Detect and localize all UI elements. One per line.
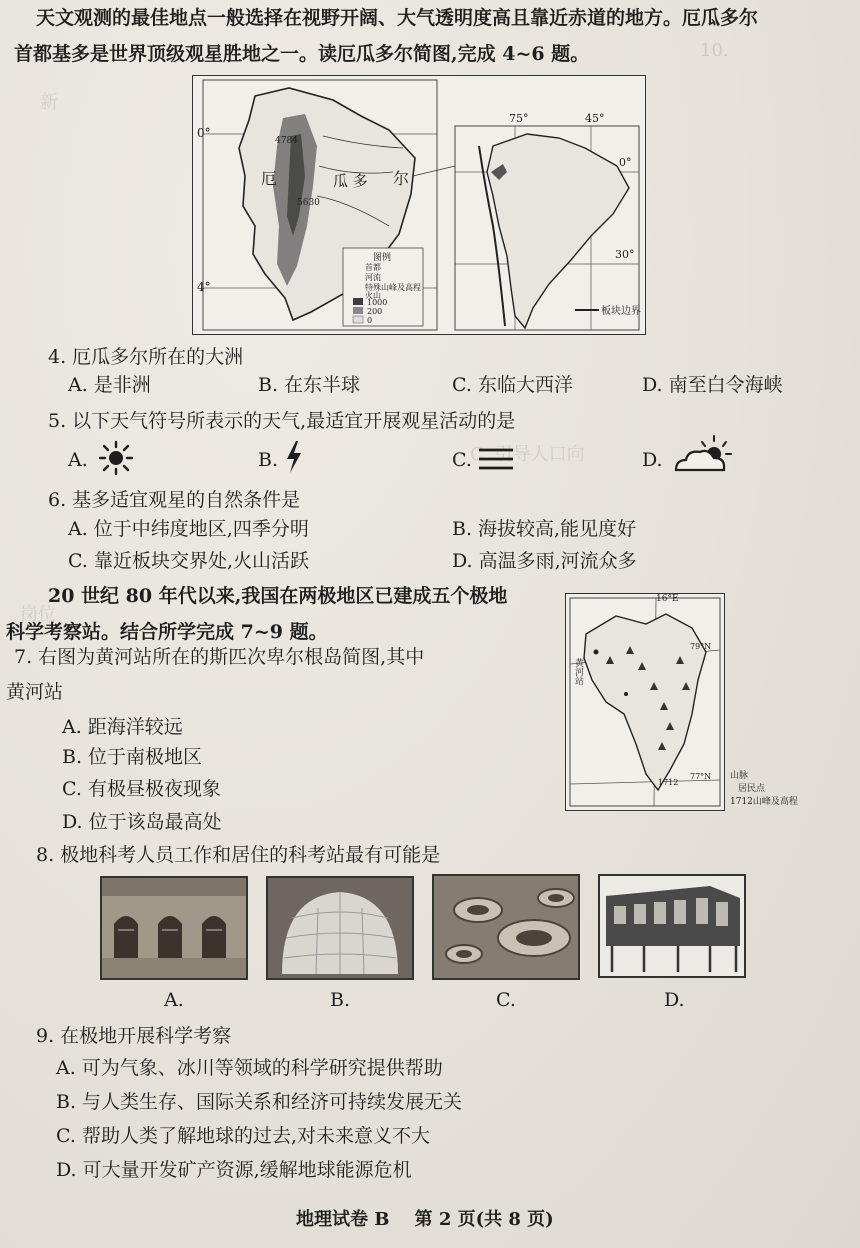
bleed-text: 岗位 (20, 604, 56, 625)
option-d: D. 高温多雨,河流众多 (452, 550, 637, 572)
option-c: C. 有极昼极夜现象 (62, 778, 221, 800)
option-a: A. 是非洲 (68, 374, 151, 396)
map-peak-label: 1712 (658, 778, 679, 787)
map-latitude-label: 77°N (690, 772, 712, 781)
photo-tulou (432, 874, 580, 980)
bleed-text: 新 (40, 92, 58, 113)
map-peak-label: 5630 (297, 198, 320, 208)
map-legend-item: 河流 (365, 273, 381, 282)
photo-stilt-building (598, 874, 746, 978)
option-c: C. 靠近板块交界处,火山活跃 (68, 550, 309, 572)
option-d: D. 位于该岛最高处 (62, 811, 222, 833)
option-c: C. (452, 449, 472, 471)
station-label: 黄河站 (573, 658, 583, 685)
option-d: D. (642, 449, 663, 471)
map-legend-item: 1000 (367, 298, 388, 307)
bleed-text: 10. (700, 40, 729, 61)
map-latitude-label: 79°N (690, 642, 712, 651)
page-footer: 地理试卷 B 第 2 页(共 8 页) (296, 1209, 554, 1230)
map-longitude-label: 45° (585, 112, 605, 125)
intro-line: 20 世纪 80 年代以来,我国在两极地区已建成五个极地 (48, 585, 508, 607)
option-b: B. (330, 989, 351, 1011)
option-d: D. 南至白令海峡 (642, 374, 783, 396)
map-legend-item: 200 (367, 307, 383, 316)
map-latitude-label: 0° (619, 156, 632, 169)
sunny-icon (98, 440, 134, 476)
map-legend-item: 板块边界 (601, 306, 641, 317)
option-b: B. (258, 449, 279, 471)
option-b: B. 位于南极地区 (62, 746, 203, 768)
intro-line: 科学考察站。结合所学完成 7~9 题。 (6, 621, 328, 643)
question-stem: 9. 在极地开展科学考察 (36, 1025, 232, 1047)
option-b: B. 与人类生存、国际关系和经济可持续发展无关 (56, 1091, 463, 1113)
question-stem: 6. 基多适宜观星的自然条件是 (48, 489, 301, 511)
map-longitude-label: 16°E (656, 594, 679, 604)
map-legend-title: 图例 (373, 253, 392, 263)
map-country-label: 厄 (261, 169, 278, 188)
option-a: A. 位于中纬度地区,四季分明 (68, 518, 309, 540)
map-latitude-label: 0° (197, 126, 211, 140)
photo-igloo (266, 876, 414, 980)
ecuador-map-figure (192, 75, 646, 335)
cloudy-icon (672, 434, 734, 474)
map-legend-item: 特殊山峰及高程 (365, 283, 421, 292)
question-stem: 4. 厄瓜多尔所在的大洲 (48, 346, 244, 368)
map-legend-item: 居民点 (738, 784, 766, 794)
option-d: D. (664, 989, 685, 1011)
option-a: A. (164, 989, 184, 1011)
map-latitude-label: 4° (197, 280, 211, 294)
map-legend-item: 首都 (365, 263, 381, 272)
map-legend-item: 山脉 (730, 771, 749, 781)
map-country-label: 瓜 多 (333, 172, 368, 190)
bleed-text: C. 引导人口向 (470, 444, 585, 465)
option-a: A. 距海洋较远 (62, 716, 183, 738)
ecuador-map (193, 76, 645, 334)
map-legend-item: 1712山峰及高程 (730, 797, 798, 807)
option-a: A. (68, 449, 88, 471)
intro-line: 首都基多是世界顶级观星胜地之一。读厄瓜多尔简图,完成 4~6 题。 (14, 43, 590, 65)
intro-line: 天文观测的最佳地点一般选择在视野开阔、大气透明度高且靠近赤道的地方。厄瓜多尔 (36, 7, 759, 29)
map-legend-item: 0 (367, 316, 373, 325)
option-b: B. 在东半球 (258, 374, 361, 396)
option-c: C. 东临大西洋 (452, 374, 573, 396)
map-longitude-label: 75° (509, 112, 529, 125)
fog-icon (478, 446, 514, 472)
svalbard-map-figure (565, 593, 725, 811)
question-stem: 5. 以下天气符号所表示的天气,最适宜开展观星活动的是 (48, 410, 516, 432)
option-c: C. 帮助人类了解地球的过去,对未来意义不大 (56, 1125, 430, 1147)
option-c: C. (496, 989, 516, 1011)
option-d: D. 可大量开发矿产资源,缓解地球能源危机 (56, 1159, 412, 1181)
question-stem: 7. 右图为黄河站所在的斯匹次卑尔根岛简图,其中 (14, 646, 425, 668)
thunder-icon (284, 440, 304, 474)
map-latitude-label: 30° (615, 248, 635, 261)
question-stem: 8. 极地科考人员工作和居住的科考站最有可能是 (36, 844, 441, 866)
map-legend-item: 火山 (365, 291, 381, 300)
map-peak-label: 4784 (275, 136, 298, 146)
question-stem: 黄河站 (6, 681, 64, 703)
option-a: A. 可为气象、冰川等领域的科学研究提供帮助 (56, 1057, 443, 1079)
photo-cave-dwelling (100, 876, 248, 980)
map-country-label: 尔 (393, 169, 410, 188)
option-b: B. 海拔较高,能见度好 (452, 518, 637, 540)
